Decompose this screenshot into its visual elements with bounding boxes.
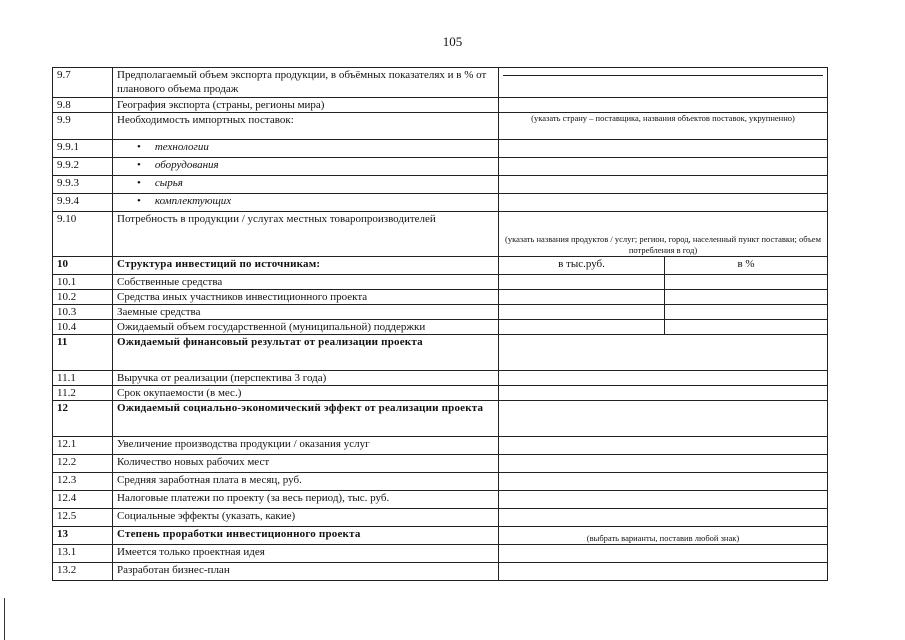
value-cell-rub[interactable] <box>499 320 665 335</box>
checkbox-cell[interactable] <box>499 563 828 581</box>
row-label: Предполагаемый объем экспорта продукции, в объёмных показателях и в % от планового объема продаж <box>113 68 499 98</box>
row-number: 9.9.3 <box>53 176 113 194</box>
bullet-label: • технологии <box>117 141 209 153</box>
row-number: 12.3 <box>53 473 113 491</box>
table-row <box>53 386 828 401</box>
table-row <box>53 158 828 176</box>
value-cell[interactable] <box>499 158 828 176</box>
row-label: Имеется только проектная идея <box>113 545 499 563</box>
value-cell[interactable] <box>499 371 828 386</box>
value-cell[interactable] <box>499 140 828 158</box>
value-cell[interactable] <box>499 473 828 491</box>
row-number: 9.7 <box>53 68 113 98</box>
row-label: Разработан бизнес-план <box>113 563 499 581</box>
row-number: 12.1 <box>53 437 113 455</box>
section-header-row <box>53 257 828 275</box>
table-row <box>53 509 828 527</box>
value-cell[interactable] <box>499 68 828 98</box>
bullet-label: • комплектующих <box>117 195 231 207</box>
section-header-row <box>53 527 828 545</box>
section-title: Ожидаемый социально-экономический эффект от реализации проекта <box>113 401 499 437</box>
row-number: 9.10 <box>53 212 113 257</box>
value-cell-percent[interactable] <box>665 275 828 290</box>
row-number: 10.1 <box>53 275 113 290</box>
section-header-row <box>53 335 828 371</box>
checkbox-cell[interactable] <box>499 545 828 563</box>
value-cell[interactable] <box>499 335 828 371</box>
value-cell[interactable] <box>499 455 828 473</box>
row-label: Потребность в продукции / услугах местных товаропроизводителей <box>113 212 499 257</box>
section-title: Степень проработки инвестиционного проекта <box>113 527 499 545</box>
table-row <box>53 212 828 257</box>
row-label: Собственные средства <box>113 275 499 290</box>
column-header-thousand-rub: в тыс.руб. <box>499 257 665 275</box>
row-number: 11.2 <box>53 386 113 401</box>
value-cell[interactable] <box>499 98 828 113</box>
row-number: 12.4 <box>53 491 113 509</box>
value-cell[interactable] <box>499 437 828 455</box>
row-label: Ожидаемый объем государственной (муниципальной) поддержки <box>113 320 499 335</box>
row-number: 10.4 <box>53 320 113 335</box>
value-cell-rub[interactable] <box>499 290 665 305</box>
table-row <box>53 275 828 290</box>
table-row <box>53 140 828 158</box>
value-cell[interactable] <box>499 194 828 212</box>
table-row <box>53 437 828 455</box>
table-row <box>53 491 828 509</box>
row-number: 9.8 <box>53 98 113 113</box>
row-label: Выручка от реализации (перспектива 3 года) <box>113 371 499 386</box>
section-number: 13 <box>53 527 113 545</box>
section-number: 12 <box>53 401 113 437</box>
bullet-label: • оборудования <box>117 159 219 171</box>
section-title: Структура инвестиций по источникам: <box>113 257 499 275</box>
column-header-percent: в % <box>665 257 828 275</box>
row-number: 13.2 <box>53 563 113 581</box>
table-row <box>53 98 828 113</box>
bullet-label: • сырья <box>117 177 183 189</box>
value-cell[interactable] <box>499 527 828 545</box>
investment-form-table <box>52 67 828 581</box>
row-label: Налоговые платежи по проекту (за весь период), тыс. руб. <box>113 491 499 509</box>
section-title: Ожидаемый финансовый результат от реализации проекта <box>113 335 499 371</box>
row-label: Необходимость импортных поставок: <box>113 113 499 140</box>
section-header-row <box>53 401 828 437</box>
table-row <box>53 563 828 581</box>
bullet-item <box>113 176 499 194</box>
table-row <box>53 176 828 194</box>
value-cell[interactable] <box>499 401 828 437</box>
row-number: 10.3 <box>53 305 113 320</box>
table-row <box>53 113 828 140</box>
field-hint: (выбрать варианты, поставив любой знак) <box>586 533 740 543</box>
table-row <box>53 194 828 212</box>
value-cell[interactable] <box>499 509 828 527</box>
row-number: 12.2 <box>53 455 113 473</box>
table-row <box>53 68 828 98</box>
bullet-item <box>113 140 499 158</box>
table-row <box>53 455 828 473</box>
row-label: Средняя заработная плата в месяц, руб. <box>113 473 499 491</box>
row-label: Социальные эффекты (указать, какие) <box>113 509 499 527</box>
value-cell-percent[interactable] <box>665 305 828 320</box>
section-number: 10 <box>53 257 113 275</box>
table-row <box>53 290 828 305</box>
value-cell[interactable] <box>499 386 828 401</box>
field-hint: (указать страну – поставщика, названия объектов поставок, укрупненно) <box>531 113 795 123</box>
row-label: География экспорта (страны, регионы мира) <box>113 98 499 113</box>
row-number: 11.1 <box>53 371 113 386</box>
table-row <box>53 473 828 491</box>
table-row <box>53 320 828 335</box>
bullet-item <box>113 158 499 176</box>
row-label: Увеличение производства продукции / оказания услуг <box>113 437 499 455</box>
page-number: 105 <box>442 34 463 49</box>
value-cell-percent[interactable] <box>665 290 828 305</box>
margin-line <box>4 598 5 640</box>
row-number: 13.1 <box>53 545 113 563</box>
value-cell-rub[interactable] <box>499 275 665 290</box>
value-cell-percent[interactable] <box>665 320 828 335</box>
value-cell[interactable] <box>499 113 828 140</box>
table-row <box>53 371 828 386</box>
row-number: 12.5 <box>53 509 113 527</box>
row-number: 10.2 <box>53 290 113 305</box>
row-label: Количество новых рабочих мест <box>113 455 499 473</box>
field-hint: (указать названия продуктов / услуг; регион, город, населенный пункт поставки; объем потребления в год) <box>505 234 821 255</box>
table-row <box>53 545 828 563</box>
value-cell[interactable] <box>499 491 828 509</box>
value-cell[interactable] <box>499 176 828 194</box>
row-label: Срок окупаемости (в мес.) <box>113 386 499 401</box>
row-number: 9.9.2 <box>53 158 113 176</box>
row-number: 9.9.1 <box>53 140 113 158</box>
row-number: 9.9 <box>53 113 113 140</box>
row-label: Средства иных участников инвестиционного проекта <box>113 290 499 305</box>
value-cell[interactable] <box>499 212 828 257</box>
table-row <box>53 305 828 320</box>
row-number: 9.9.4 <box>53 194 113 212</box>
bullet-item <box>113 194 499 212</box>
row-label: Заемные средства <box>113 305 499 320</box>
value-cell-rub[interactable] <box>499 305 665 320</box>
section-number: 11 <box>53 335 113 371</box>
